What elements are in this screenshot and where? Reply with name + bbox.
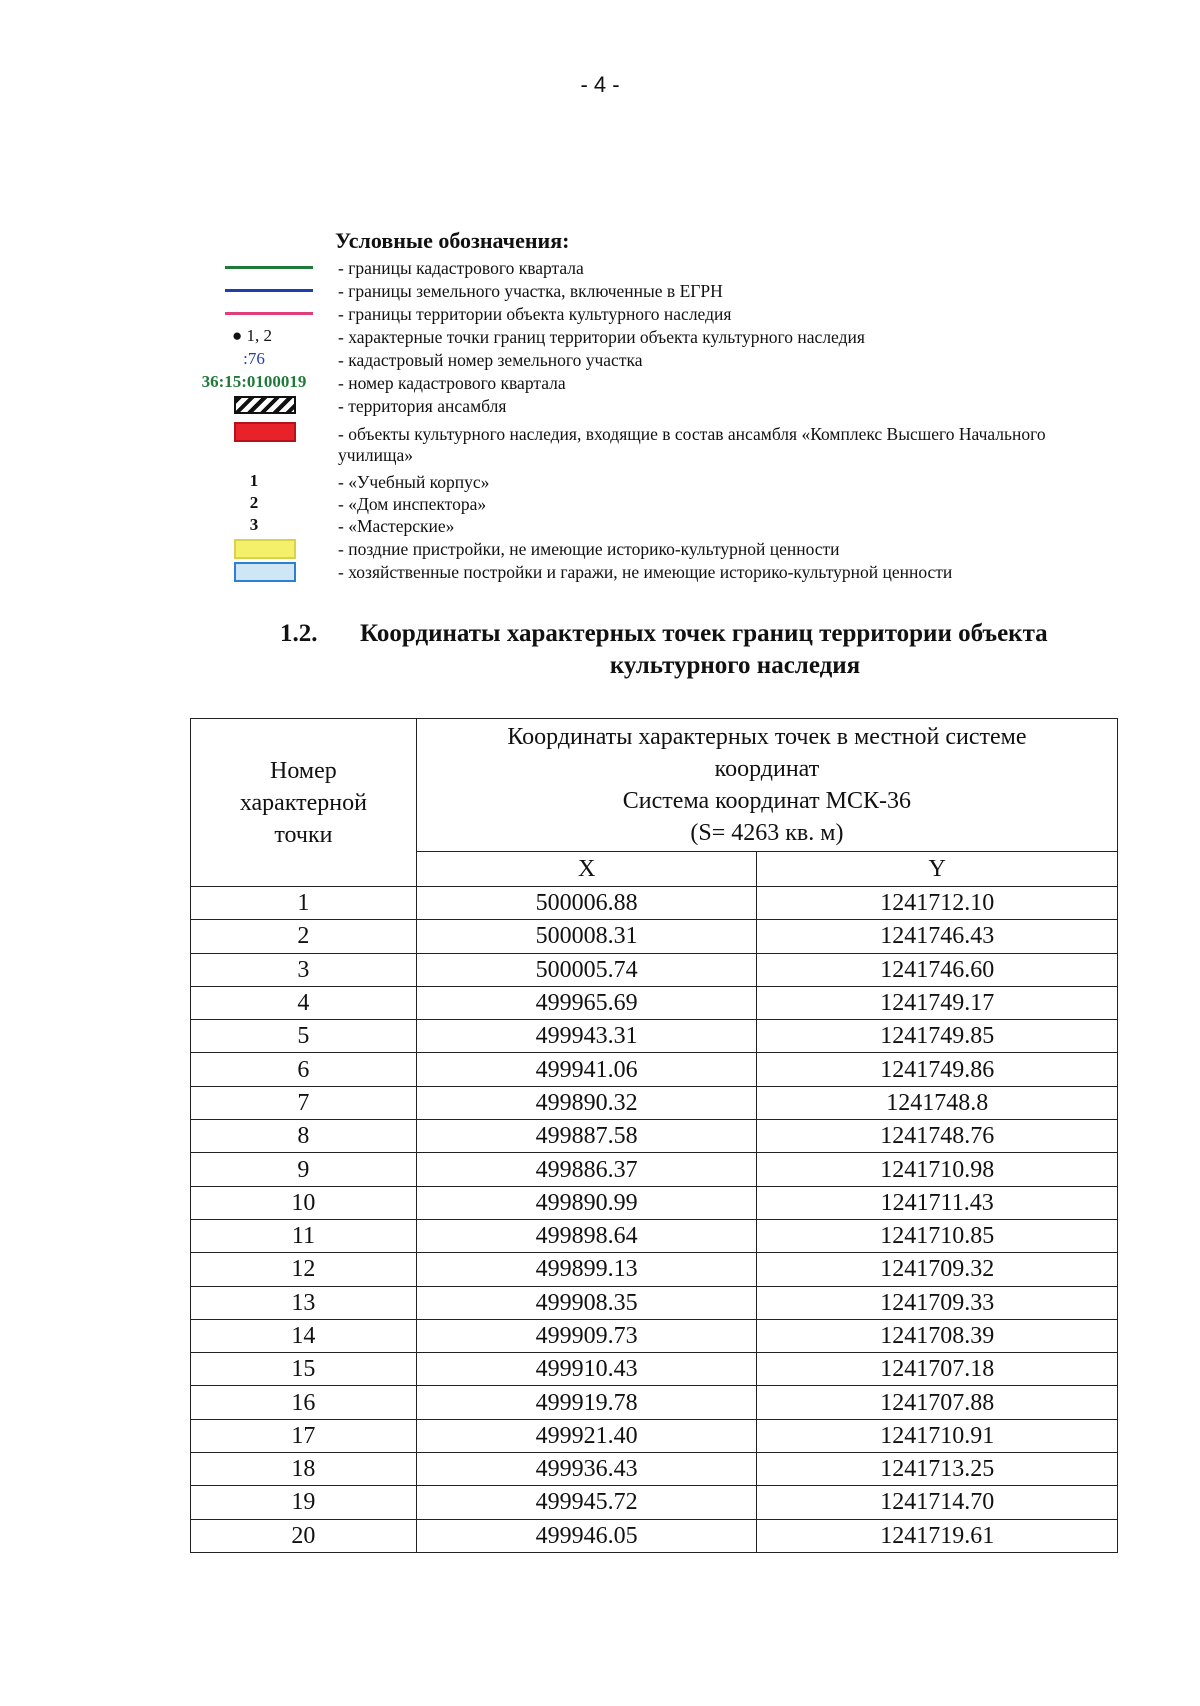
table-row — [191, 1219, 1118, 1252]
hatched-swatch — [234, 396, 296, 414]
table-row — [191, 887, 1118, 920]
point-number-cell: 18 — [191, 1453, 417, 1486]
table-row — [191, 1486, 1118, 1519]
x-coordinate-cell: 499941.06 — [416, 1053, 757, 1086]
y-coordinate-cell: 1241707.88 — [757, 1386, 1118, 1419]
table-row — [191, 1386, 1118, 1419]
legend-text: - поздние пристройки, не имеющие историко-культурной ценности — [338, 539, 840, 559]
legend-row-boundary-points — [190, 326, 1180, 348]
legend-text: - кадастровый номер земельного участка — [338, 350, 643, 370]
x-coordinate-cell: 499936.43 — [416, 1453, 757, 1486]
point-number-cell: 10 — [191, 1186, 417, 1219]
point-number-cell: 20 — [191, 1519, 417, 1552]
y-coordinate-cell: 1241710.91 — [757, 1419, 1118, 1452]
pink-line-swatch — [225, 312, 313, 315]
table-row — [191, 1453, 1118, 1486]
y-coordinate-cell: 1241711.43 — [757, 1186, 1118, 1219]
quarter-number-symbol: 36:15:0100019 — [201, 372, 307, 391]
y-coordinate-cell: 1241710.98 — [757, 1153, 1118, 1186]
x-coordinate-cell: 499965.69 — [416, 986, 757, 1019]
x-coordinate-cell: 499898.64 — [416, 1219, 757, 1252]
coordinates-table — [190, 718, 1118, 1553]
point-number-cell: 16 — [191, 1386, 417, 1419]
table-row — [191, 1319, 1118, 1352]
y-coordinate-cell: 1241746.60 — [757, 953, 1118, 986]
blue-line-swatch — [225, 289, 313, 292]
point-number-cell: 14 — [191, 1319, 417, 1352]
x-coordinate-cell: 500008.31 — [416, 920, 757, 953]
y-coordinate-cell: 1241710.85 — [757, 1219, 1118, 1252]
legend-row-land-plot-number — [190, 349, 1180, 371]
legend-text: - «Учебный корпус» — [338, 472, 490, 492]
point-number-cell: 17 — [191, 1419, 417, 1452]
section-title-line-1: Координаты характерных точек границ территории объекта — [360, 620, 1048, 647]
y-coordinate-cell: 1241709.33 — [757, 1286, 1118, 1319]
legend-row-land-plot-boundary — [190, 280, 1180, 302]
plot-number-symbol: :76 — [243, 349, 265, 368]
point-number-cell: 19 — [191, 1486, 417, 1519]
y-coordinate-cell: 1241708.39 — [757, 1319, 1118, 1352]
point-number-cell: 13 — [191, 1286, 417, 1319]
point-number-cell: 12 — [191, 1253, 417, 1286]
legend-text: - территория ансамбля — [338, 396, 507, 416]
section-title-line-2: культурного наследия — [609, 652, 861, 679]
point-number-cell: 9 — [191, 1153, 417, 1186]
legend-text: - границы земельного участка, включенные в ЕГРН — [338, 281, 723, 301]
coordinates-header: Координаты характерных точек в местной системе координат Система координат МСК-36 (S= 4263 кв. м) — [416, 719, 1117, 852]
x-coordinate-cell: 499890.99 — [416, 1186, 757, 1219]
y-coordinate-cell: 1241746.43 — [757, 920, 1118, 953]
green-line-swatch — [225, 266, 313, 269]
light-blue-swatch — [234, 562, 296, 582]
legend-row-outbuildings — [190, 561, 1180, 583]
legend-row-quarter-number — [190, 372, 1180, 394]
legend-row-ensemble-territory — [190, 395, 1180, 417]
legend-text: - границы территории объекта культурного наследия — [338, 304, 732, 324]
legend-text: - «Дом инспектора» — [338, 494, 487, 514]
table-header-row — [191, 719, 1118, 852]
table-row — [191, 1519, 1118, 1552]
y-header: Y — [757, 852, 1118, 887]
legend-text: - хозяйственные постройки и гаражи, не имеющие историко-культурной ценности — [338, 562, 953, 582]
x-coordinate-cell: 499908.35 — [416, 1286, 757, 1319]
y-coordinate-cell: 1241749.17 — [757, 986, 1118, 1019]
point-marker-symbol: ● 1, 2 — [231, 326, 273, 345]
x-coordinate-cell: 499946.05 — [416, 1519, 757, 1552]
page-number: - 4 - — [580, 72, 620, 97]
x-coordinate-cell: 499921.40 — [416, 1419, 757, 1452]
x-coordinate-cell: 499909.73 — [416, 1319, 757, 1352]
point-number-cell: 3 — [191, 953, 417, 986]
point-number-header: Номер характерной точки — [191, 719, 417, 887]
table-row — [191, 920, 1118, 953]
legend-text: училища» — [338, 445, 414, 465]
table-row — [191, 1086, 1118, 1119]
table-row — [191, 986, 1118, 1019]
x-coordinate-cell: 499887.58 — [416, 1120, 757, 1153]
point-number-cell: 6 — [191, 1053, 417, 1086]
table-row — [191, 1020, 1118, 1053]
x-coordinate-cell: 499899.13 — [416, 1253, 757, 1286]
building-number-1: 1 — [249, 471, 259, 490]
point-number-cell: 1 — [191, 887, 417, 920]
point-number-cell: 11 — [191, 1219, 417, 1252]
table-row — [191, 1286, 1118, 1319]
table-row — [191, 953, 1118, 986]
y-coordinate-cell: 1241748.8 — [757, 1086, 1118, 1119]
y-coordinate-cell: 1241713.25 — [757, 1453, 1118, 1486]
building-number-2: 2 — [249, 493, 259, 512]
legend-row-building-1 — [190, 471, 1180, 493]
x-coordinate-cell: 499886.37 — [416, 1153, 757, 1186]
legend-row-cadastral-quarter-boundary — [190, 257, 1180, 279]
point-number-cell: 15 — [191, 1353, 417, 1386]
y-coordinate-cell: 1241714.70 — [757, 1486, 1118, 1519]
legend-row-heritage-objects — [190, 421, 1180, 467]
x-coordinate-cell: 499890.32 — [416, 1086, 757, 1119]
red-swatch — [234, 422, 296, 442]
x-coordinate-cell: 499910.43 — [416, 1353, 757, 1386]
x-coordinate-cell: 500006.88 — [416, 887, 757, 920]
y-coordinate-cell: 1241712.10 — [757, 887, 1118, 920]
legend-title: Условные обозначения: — [335, 228, 570, 253]
y-coordinate-cell: 1241719.61 — [757, 1519, 1118, 1552]
y-coordinate-cell: 1241748.76 — [757, 1120, 1118, 1153]
table-row — [191, 1186, 1118, 1219]
y-coordinate-cell: 1241709.32 — [757, 1253, 1118, 1286]
point-number-cell: 5 — [191, 1020, 417, 1053]
point-number-cell: 2 — [191, 920, 417, 953]
legend-row-heritage-boundary — [190, 303, 1180, 325]
table-row — [191, 1153, 1118, 1186]
y-coordinate-cell: 1241707.18 — [757, 1353, 1118, 1386]
legend-row-building-2 — [190, 493, 1180, 515]
building-number-3: 3 — [249, 515, 259, 534]
table-row — [191, 1419, 1118, 1452]
table-row — [191, 1120, 1118, 1153]
y-coordinate-cell: 1241749.86 — [757, 1053, 1118, 1086]
legend-row-building-3 — [190, 515, 1180, 537]
section-number: 1.2. — [280, 620, 318, 647]
table-row — [191, 1053, 1118, 1086]
x-header: X — [416, 852, 757, 887]
point-number-cell: 7 — [191, 1086, 417, 1119]
table-row — [191, 1353, 1118, 1386]
x-coordinate-cell: 499945.72 — [416, 1486, 757, 1519]
legend-text: - объекты культурного наследия, входящие в состав ансамбля «Комплекс Высшего Начального — [338, 424, 1046, 444]
yellow-swatch — [234, 539, 296, 559]
x-coordinate-cell: 499943.31 — [416, 1020, 757, 1053]
legend-row-late-additions — [190, 538, 1180, 560]
legend-text: - характерные точки границ территории объекта культурного наследия — [338, 327, 865, 347]
table-row — [191, 1253, 1118, 1286]
table-body — [191, 887, 1118, 1553]
legend-text: - границы кадастрового квартала — [338, 258, 584, 278]
x-coordinate-cell: 500005.74 — [416, 953, 757, 986]
point-number-cell: 8 — [191, 1120, 417, 1153]
legend-text: - «Мастерские» — [338, 516, 455, 536]
legend-text: - номер кадастрового квартала — [338, 373, 566, 393]
x-coordinate-cell: 499919.78 — [416, 1386, 757, 1419]
y-coordinate-cell: 1241749.85 — [757, 1020, 1118, 1053]
point-number-cell: 4 — [191, 986, 417, 1019]
